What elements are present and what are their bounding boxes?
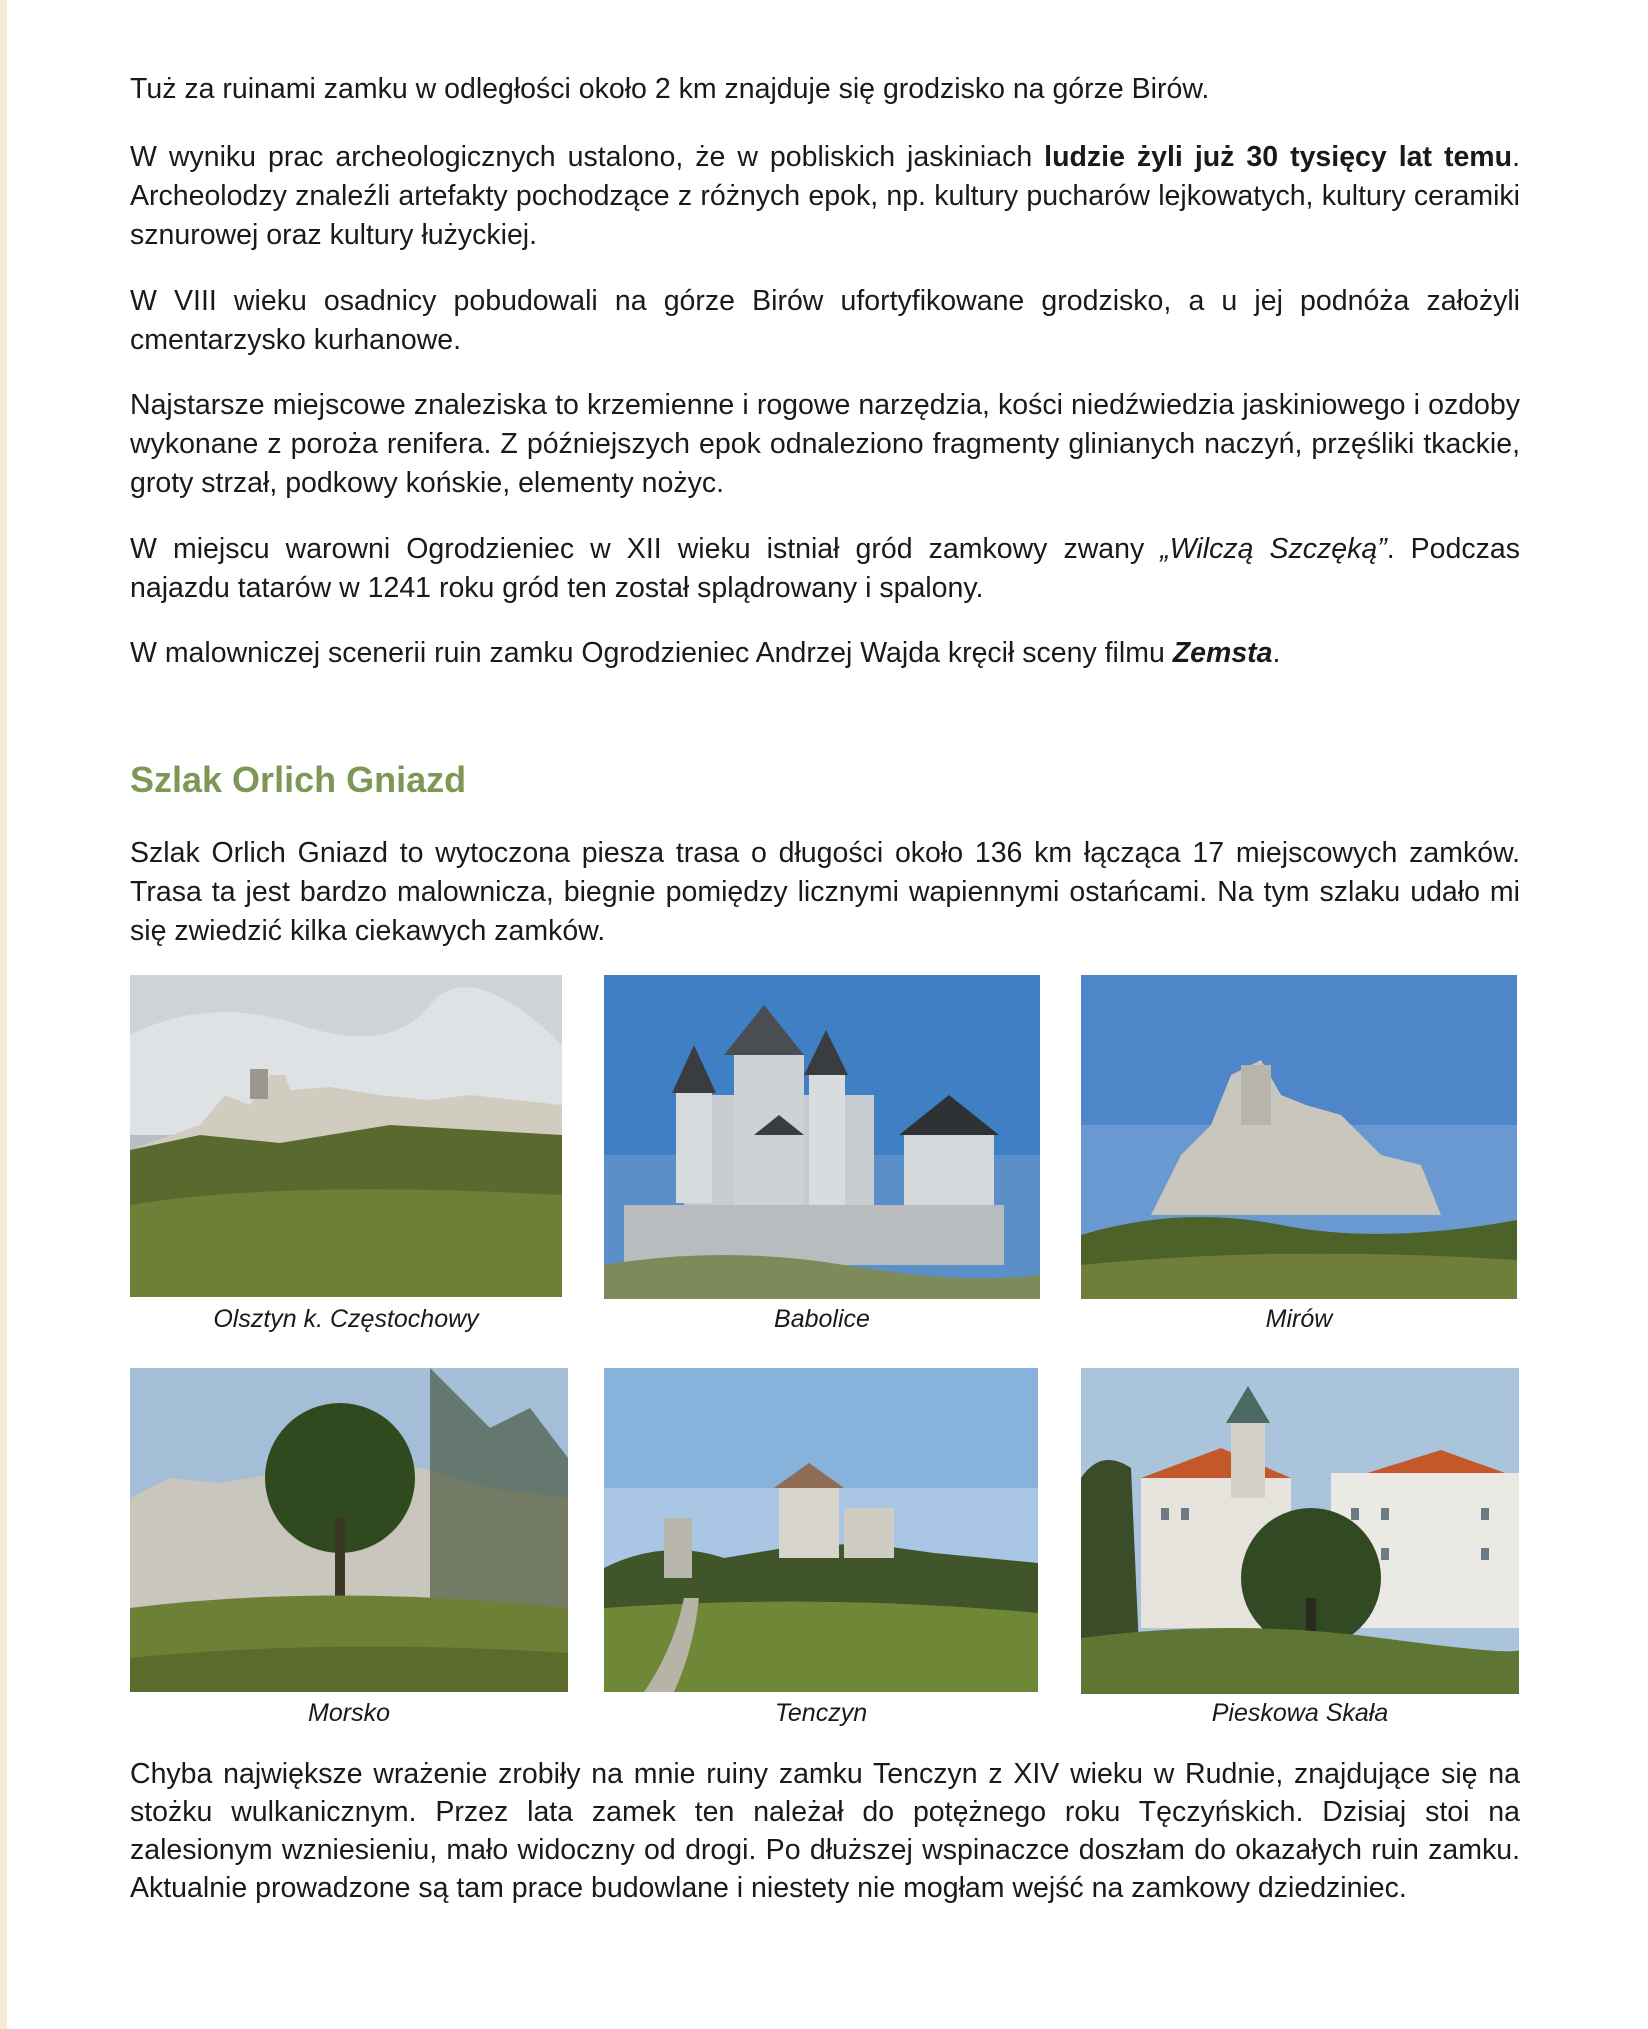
text-span: W wyniku prac archeologicznych ustalono, że w pobliskich jaskiniach xyxy=(130,141,1045,173)
caption-mirow: Mirów xyxy=(1265,1305,1333,1333)
photo-mirow xyxy=(1081,975,1517,1299)
paragraph-finds: Najstarsze miejscowe znaleziska to krzemienne i rogowe narzędzia, kości niedźwiedzia jaskiniowego i ozdoby wykonane z poroża renifera. Z późniejszych epok odnaleziono fragmenty glinianych naczyń, przęśliki tkackie, groty strzał, podkowy końskie, elementy nożyc. xyxy=(130,389,1520,499)
page-edge xyxy=(0,0,7,2029)
paragraph-settlers: W VIII wieku osadnicy pobudowali na górze Birów ufortyfikowane grodzisko, a u jej podnóża założyli cmentarzysko kurhanowe. xyxy=(130,285,1520,356)
paragraph-archeology xyxy=(130,138,1520,255)
caption-babolice: Babolice xyxy=(774,1305,870,1333)
photo-morsko xyxy=(130,1368,568,1692)
text-span: W malowniczej scenerii ruin zamku Ogrodzieniec Andrzej Wajda kręcił sceny filmu xyxy=(130,637,1173,669)
text-span: . Archeolodzy znaleźli artefakty pochodzące z różnych epok, np. kultury pucharów lejkowatych, kultury ceramiki sznurowej oraz kultury łużyckiej. xyxy=(130,141,1520,251)
caption-tenczyn: Tenczyn xyxy=(774,1699,868,1727)
text-span: W miejscu warowni Ogrodzieniec w XII wieku istniał gród zamkowy zwany xyxy=(130,533,1161,565)
paragraph-zemsta xyxy=(130,634,1520,673)
caption-morsko: Morsko xyxy=(308,1699,390,1727)
text-span: . xyxy=(1272,637,1281,669)
photo-tenczyn xyxy=(604,1368,1038,1692)
paragraph-tenczyn: Chyba największe wrażenie zrobiły na mnie ruiny zamku Tenczyn z XIV wieku w Rudnie, znajdujące się na stożku wulkanicznym. Przez lata zamek ten należał do potężnego roku Tęczyńskich. Dzisiaj stoi na zalesionym wzniesieniu, mało widoczny od drogi. Po dłuższej wspinaczce doszłam do okazałych ruin zamku. Aktualnie prowadzone są tam prace budowlane i niestety nie mogłam wejść na zamkowy dziedziniec. xyxy=(130,1758,1520,1904)
paragraph-trail: Szlak Orlich Gniazd to wytoczona piesza trasa o długości około 136 km łącząca 17 miejscowych zamków. Trasa ta jest bardzo malownicza, biegnie pomiędzy licznymi wapiennymi ostańcami. Na tym szlaku udało mi się zwiedzić kilka ciekawych zamków. xyxy=(130,837,1520,947)
photo-olsztyn xyxy=(130,975,562,1297)
paragraph-wilcza-szczeka xyxy=(130,530,1520,608)
photo-pieskowa-skala xyxy=(1081,1368,1519,1694)
photo-babolice xyxy=(604,975,1040,1299)
emphasis-bold: ludzie żyli już 30 tysięcy lat temu xyxy=(1044,141,1513,173)
caption-pieskowa-skala: Pieskowa Skała xyxy=(1211,1699,1389,1727)
paragraph-birow: Tuż za ruinami zamku w odległości około 2 km znajduje się grodzisko na górze Birów. xyxy=(130,73,1210,105)
caption-olsztyn: Olsztyn k. Częstochowy xyxy=(213,1305,479,1333)
emphasis-italic: „Wilczą Szczęką” xyxy=(1160,533,1387,565)
film-title: Zemsta xyxy=(1172,637,1273,669)
text-span: . Podczas najazdu tatarów w 1241 roku gród ten został splądrowany i spalony. xyxy=(130,533,1520,604)
emphasis-bold-italic xyxy=(1173,637,1273,669)
section-title: Szlak Orlich Gniazd xyxy=(130,759,467,800)
